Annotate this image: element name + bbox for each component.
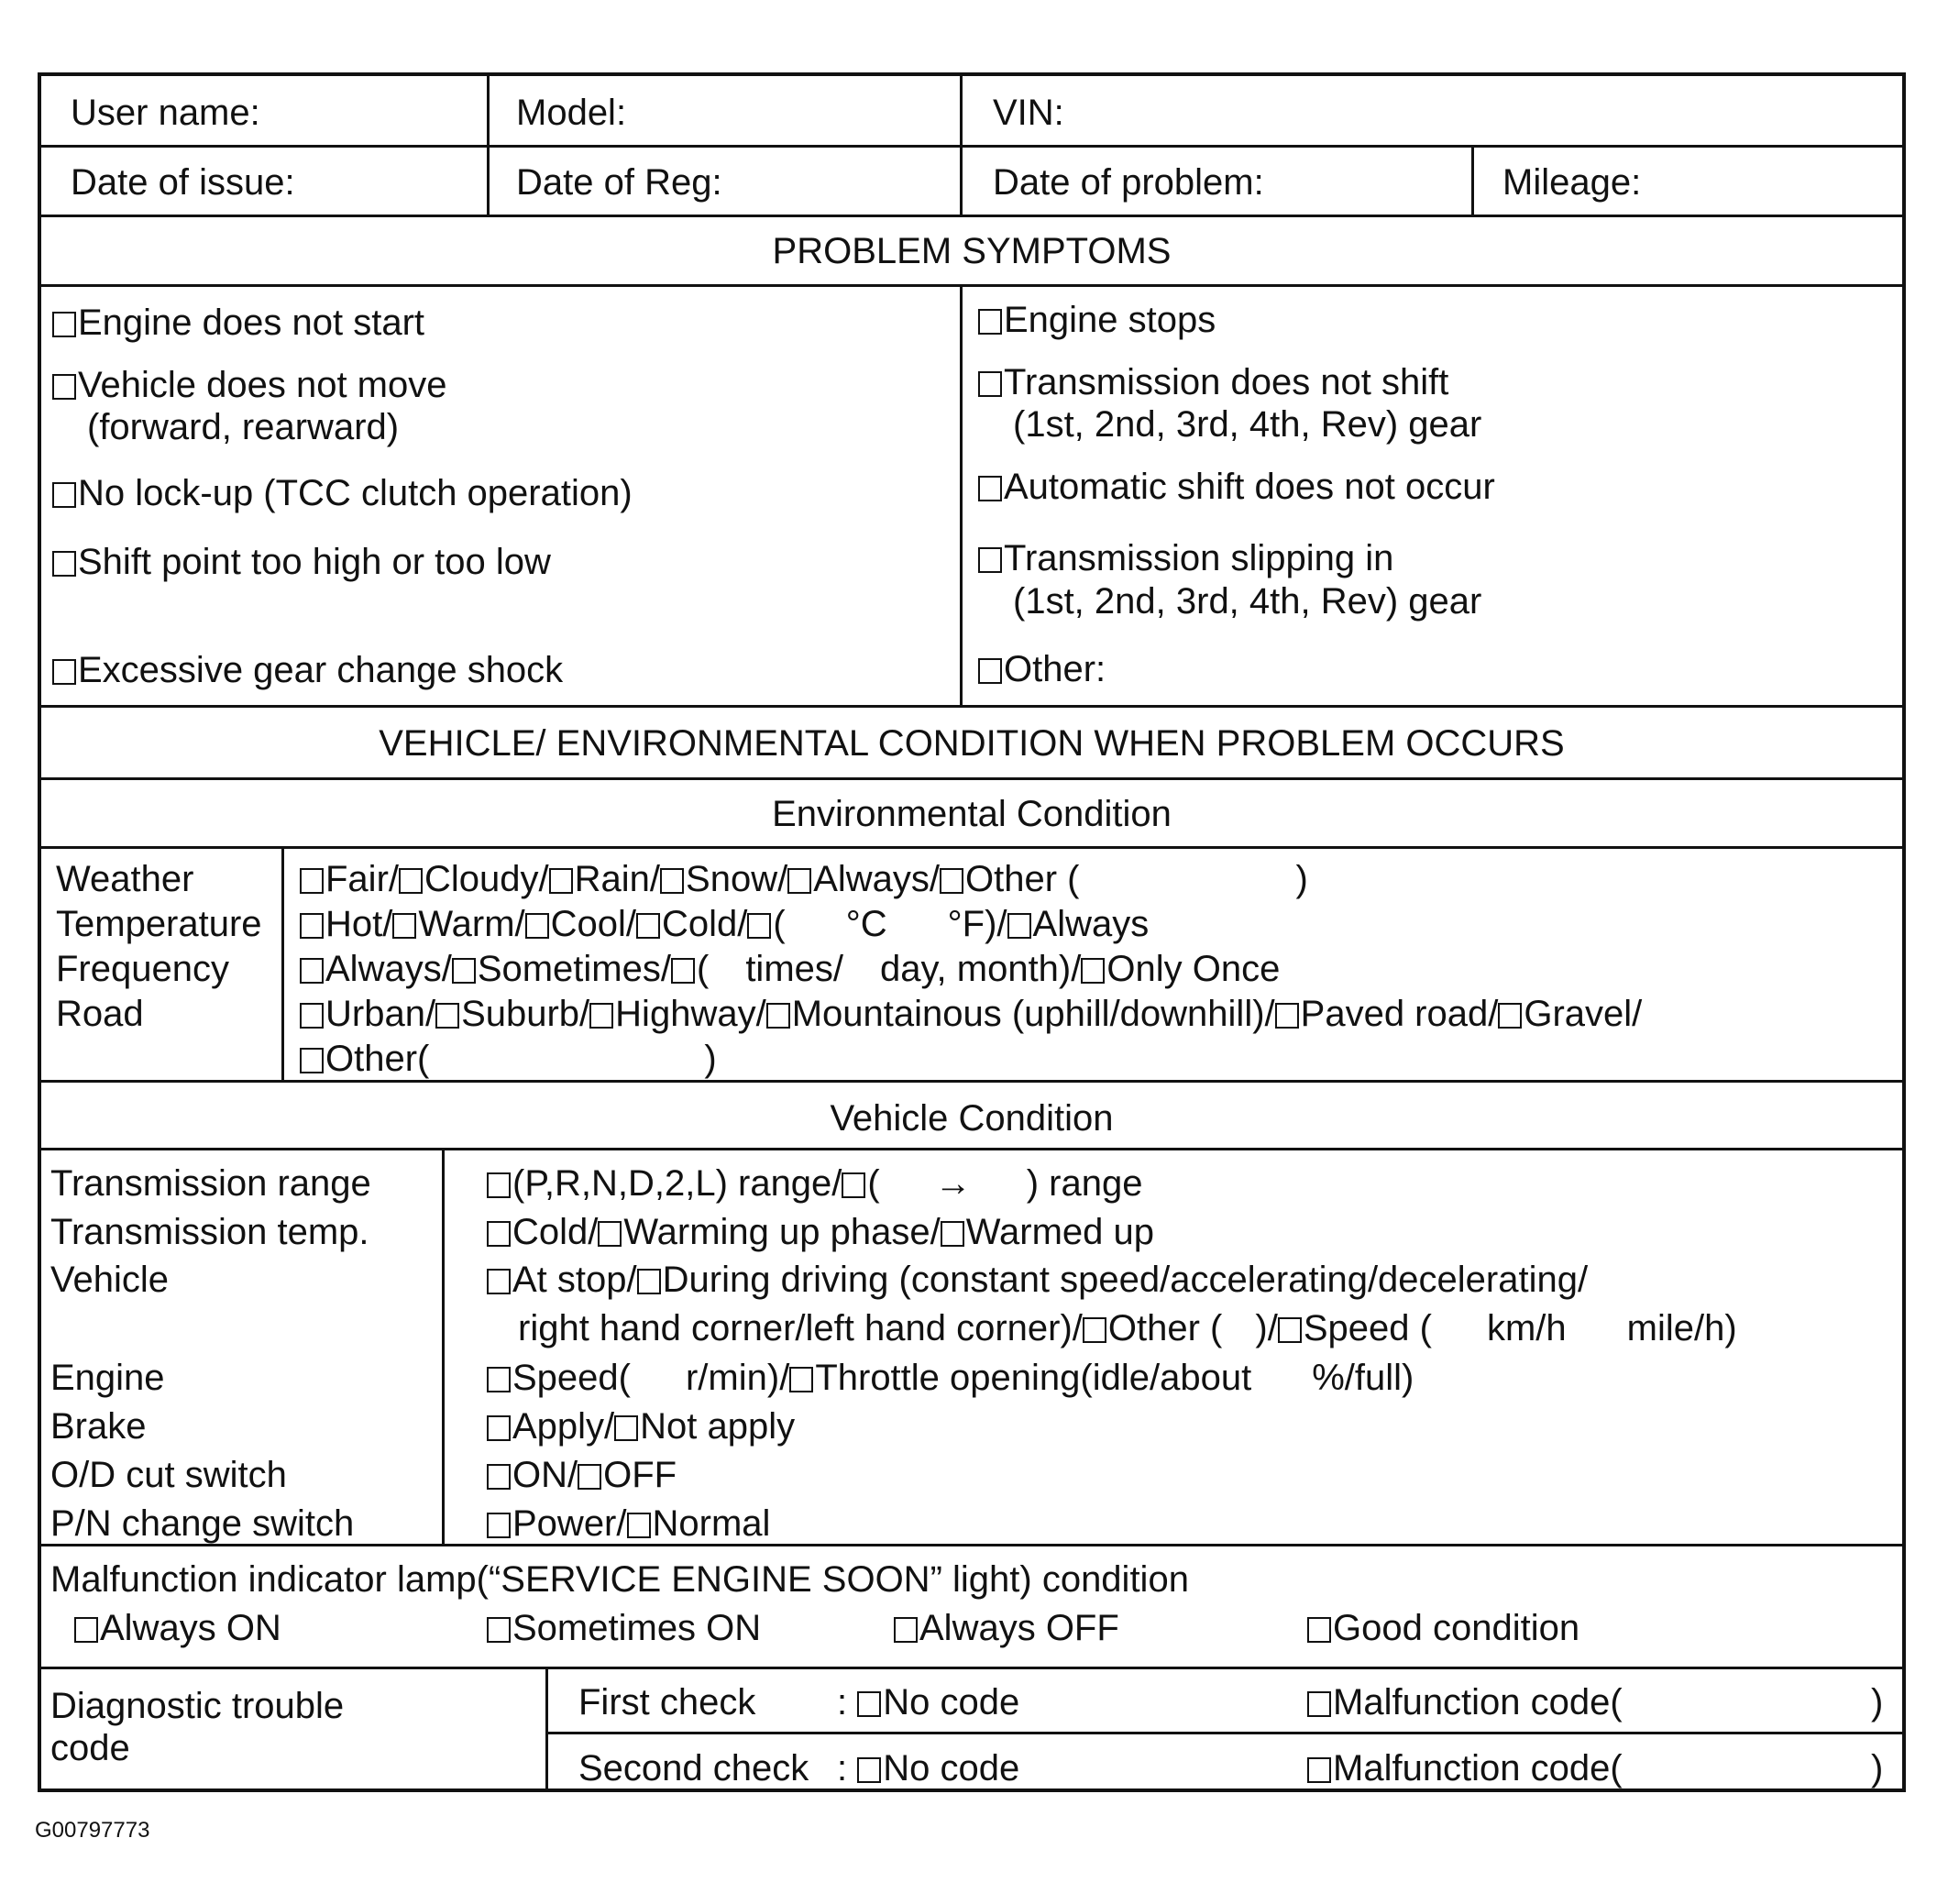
vin-label: VIN: bbox=[993, 93, 1064, 133]
symptom-transmission-does-not-shift[interactable]: Transmission does not shift bbox=[978, 361, 1448, 403]
checkbox-icon[interactable] bbox=[941, 1221, 964, 1247]
checkbox-icon[interactable] bbox=[627, 1513, 651, 1538]
second-check-label: Second check bbox=[578, 1748, 809, 1788]
checkbox-icon[interactable] bbox=[487, 1367, 511, 1392]
temperature-options: Hot/ Warm/ Cool/ Cold/ ( °C °F)/ Always bbox=[300, 903, 1149, 945]
symptom-direction-note: (forward, rearward) bbox=[87, 407, 400, 447]
second-check-options: : No code bbox=[837, 1748, 1020, 1788]
checkbox-icon[interactable] bbox=[1081, 958, 1105, 984]
checkbox-icon[interactable] bbox=[300, 1003, 324, 1029]
mil-good-condition[interactable]: Good condition bbox=[1307, 1607, 1579, 1649]
date-of-reg-label: Date of Reg: bbox=[516, 162, 722, 203]
row-divider bbox=[41, 705, 1902, 708]
checkbox-icon[interactable] bbox=[1007, 913, 1031, 939]
first-check-options: : No code bbox=[837, 1682, 1020, 1722]
model-label: Model: bbox=[516, 93, 627, 133]
row-divider bbox=[41, 215, 1902, 217]
checkbox-icon[interactable] bbox=[614, 1415, 638, 1441]
column-divider bbox=[487, 76, 490, 215]
road-other-option: Other( ) bbox=[300, 1038, 717, 1080]
symptom-no-lock-up[interactable]: No lock-up (TCC clutch operation) bbox=[52, 472, 633, 514]
temperature-label: Temperature bbox=[56, 904, 262, 944]
vehicle-label: Vehicle bbox=[50, 1260, 169, 1300]
checkbox-icon[interactable] bbox=[598, 1221, 622, 1247]
column-divider bbox=[960, 76, 963, 215]
checkbox-icon[interactable] bbox=[52, 659, 76, 685]
row-divider bbox=[41, 1148, 1902, 1150]
environmental-condition-title: Environmental Condition bbox=[772, 794, 1172, 834]
checkbox-icon[interactable] bbox=[300, 1048, 324, 1073]
weather-options: Fair/ Cloudy/ Rain/ Snow/ Always/ Other ( ) bbox=[300, 858, 1308, 900]
checkbox-icon[interactable] bbox=[789, 1367, 813, 1392]
arrow-right-icon: → bbox=[934, 1163, 972, 1204]
checkbox-icon[interactable] bbox=[487, 1415, 511, 1441]
symptom-shift-point[interactable]: Shift point too high or too low bbox=[52, 541, 551, 583]
frequency-label: Frequency bbox=[56, 949, 229, 989]
engine-label: Engine bbox=[50, 1358, 165, 1398]
second-check-malfunction: Malfunction code( bbox=[1307, 1747, 1623, 1789]
checkbox-icon[interactable] bbox=[452, 958, 476, 984]
symptom-automatic-shift[interactable]: Automatic shift does not occur bbox=[978, 466, 1495, 508]
checkbox-icon[interactable] bbox=[894, 1617, 918, 1643]
row-divider bbox=[41, 846, 1902, 849]
figure-id: G00797773 bbox=[35, 1818, 150, 1843]
column-divider bbox=[545, 1667, 548, 1792]
problem-symptoms-title: PROBLEM SYMPTOMS bbox=[772, 231, 1172, 271]
dtc-label-line2: code bbox=[50, 1728, 130, 1768]
date-of-problem-label: Date of problem: bbox=[993, 162, 1264, 203]
mil-sometimes-on[interactable]: Sometimes ON bbox=[487, 1607, 761, 1649]
transmission-range-label: Transmission range bbox=[50, 1163, 371, 1204]
road-label: Road bbox=[56, 994, 144, 1034]
date-of-issue-label: Date of issue: bbox=[71, 162, 295, 203]
row-divider bbox=[41, 1080, 1902, 1083]
checkbox-icon[interactable] bbox=[300, 868, 324, 894]
checkbox-icon[interactable] bbox=[549, 868, 573, 894]
vehicle-condition-title: Vehicle Condition bbox=[830, 1098, 1114, 1139]
checkbox-icon[interactable] bbox=[487, 1513, 511, 1538]
checkbox-icon[interactable] bbox=[52, 482, 76, 508]
pn-change-switch-options: Power/ Normal bbox=[487, 1502, 770, 1545]
checkbox-icon[interactable] bbox=[1498, 1003, 1522, 1029]
checkbox-icon[interactable] bbox=[1278, 1317, 1302, 1343]
checkbox-icon[interactable] bbox=[487, 1221, 511, 1247]
checkbox-icon[interactable] bbox=[52, 551, 76, 577]
dtc-label-line1: Diagnostic trouble bbox=[50, 1686, 345, 1726]
od-cut-switch-label: O/D cut switch bbox=[50, 1455, 287, 1495]
row-divider bbox=[545, 1732, 1902, 1734]
checkbox-icon[interactable] bbox=[842, 1172, 865, 1198]
checkbox-icon[interactable] bbox=[578, 1464, 601, 1490]
mil-condition-title: Malfunction indicator lamp(“SERVICE ENGINE SOON” light) condition bbox=[50, 1559, 1189, 1600]
row-divider bbox=[41, 777, 1902, 780]
transmission-range-options: (P,R,N,D,2,L) range/ ( → ) range bbox=[487, 1162, 1143, 1205]
symptom-other[interactable]: Other: bbox=[978, 648, 1106, 690]
checkbox-icon[interactable] bbox=[978, 476, 1002, 501]
checkbox-icon[interactable] bbox=[300, 958, 324, 984]
symptom-engine-does-not-start[interactable]: Engine does not start bbox=[52, 302, 424, 344]
checkbox-icon[interactable] bbox=[1307, 1757, 1331, 1783]
brake-label: Brake bbox=[50, 1406, 147, 1447]
brake-options: Apply/ Not apply bbox=[487, 1405, 795, 1447]
checkbox-icon[interactable] bbox=[1307, 1691, 1331, 1717]
conditions-title: VEHICLE/ ENVIRONMENTAL CONDITION WHEN PROBLEM OCCURS bbox=[379, 723, 1565, 764]
checkbox-icon[interactable] bbox=[1083, 1317, 1106, 1343]
symptom-gear-note: (1st, 2nd, 3rd, 4th, Rev) gear bbox=[1013, 404, 1482, 445]
road-options: Urban/ Suburb/ Highway/ Mountainous (uphill/downhill)/ Paved road/ Gravel/ bbox=[300, 993, 1642, 1035]
checkbox-icon[interactable] bbox=[589, 1003, 613, 1029]
checkbox-icon[interactable] bbox=[787, 868, 811, 894]
first-check-malfunction: Malfunction code( bbox=[1307, 1681, 1623, 1723]
engine-options: Speed( r/min)/ Throttle opening(idle/about %/full) bbox=[487, 1357, 1414, 1399]
checkbox-icon[interactable] bbox=[978, 309, 1002, 335]
checkbox-icon[interactable] bbox=[525, 913, 549, 939]
checkbox-icon[interactable] bbox=[487, 1269, 511, 1294]
checkbox-icon[interactable] bbox=[747, 913, 771, 939]
checkbox-icon[interactable] bbox=[399, 868, 423, 894]
checkbox-icon[interactable] bbox=[857, 1757, 881, 1783]
checkbox-icon[interactable] bbox=[636, 913, 660, 939]
column-divider bbox=[1471, 145, 1474, 215]
customer-problem-analysis-form bbox=[38, 72, 1906, 1792]
row-divider bbox=[41, 1667, 1902, 1669]
mil-always-on[interactable]: Always ON bbox=[74, 1607, 281, 1649]
first-check-label: First check bbox=[578, 1682, 756, 1722]
checkbox-icon[interactable] bbox=[74, 1617, 98, 1643]
checkbox-icon[interactable] bbox=[487, 1172, 511, 1198]
checkbox-icon[interactable] bbox=[52, 374, 76, 400]
checkbox-icon[interactable] bbox=[660, 868, 684, 894]
mil-always-off[interactable]: Always OFF bbox=[894, 1607, 1119, 1649]
checkbox-icon[interactable] bbox=[487, 1464, 511, 1490]
mileage-label: Mileage: bbox=[1502, 162, 1642, 203]
checkbox-icon[interactable] bbox=[978, 371, 1002, 397]
row-divider bbox=[41, 145, 1902, 148]
vehicle-options-line1: At stop/ During driving (constant speed/accelerating/decelerating/ bbox=[487, 1259, 1588, 1301]
user-name-label: User name: bbox=[71, 93, 260, 133]
vehicle-options-line2: right hand corner/left hand corner)/ Other ( )/ Speed ( km/h mile/h) bbox=[518, 1308, 1737, 1348]
transmission-temp-options: Cold/ Warming up phase/ Warmed up bbox=[487, 1211, 1154, 1253]
symptom-vehicle-does-not-move[interactable]: Vehicle does not move bbox=[52, 364, 446, 406]
checkbox-icon[interactable] bbox=[637, 1269, 661, 1294]
checkbox-icon[interactable] bbox=[1275, 1003, 1299, 1029]
pn-change-switch-label: P/N change switch bbox=[50, 1503, 355, 1544]
row-divider bbox=[41, 284, 1902, 287]
checkbox-icon[interactable] bbox=[52, 312, 76, 337]
checkbox-icon[interactable] bbox=[766, 1003, 790, 1029]
first-check-close: ) bbox=[1871, 1682, 1884, 1722]
checkbox-icon[interactable] bbox=[300, 913, 324, 939]
checkbox-icon[interactable] bbox=[978, 547, 1002, 573]
symptom-gear-note: (1st, 2nd, 3rd, 4th, Rev) gear bbox=[1013, 581, 1482, 622]
checkbox-icon[interactable] bbox=[671, 958, 695, 984]
checkbox-icon[interactable] bbox=[435, 1003, 459, 1029]
column-divider bbox=[442, 1148, 445, 1544]
column-divider bbox=[960, 284, 963, 705]
weather-label: Weather bbox=[56, 859, 194, 899]
checkbox-icon[interactable] bbox=[940, 868, 963, 894]
frequency-options: Always/ Sometimes/ ( times/ day, month)/ Only Once bbox=[300, 948, 1280, 990]
od-cut-switch-options: ON/ OFF bbox=[487, 1454, 677, 1496]
symptom-excessive-shock[interactable]: Excessive gear change shock bbox=[52, 649, 563, 691]
checkbox-icon[interactable] bbox=[392, 913, 416, 939]
checkbox-icon[interactable] bbox=[978, 658, 1002, 684]
column-divider bbox=[281, 846, 284, 1080]
symptom-engine-stops[interactable]: Engine stops bbox=[978, 299, 1216, 341]
checkbox-icon[interactable] bbox=[857, 1691, 881, 1717]
second-check-close: ) bbox=[1871, 1748, 1884, 1788]
transmission-temp-label: Transmission temp. bbox=[50, 1212, 369, 1252]
symptom-transmission-slipping[interactable]: Transmission slipping in bbox=[978, 537, 1393, 579]
checkbox-icon[interactable] bbox=[487, 1617, 511, 1643]
checkbox-icon[interactable] bbox=[1307, 1617, 1331, 1643]
